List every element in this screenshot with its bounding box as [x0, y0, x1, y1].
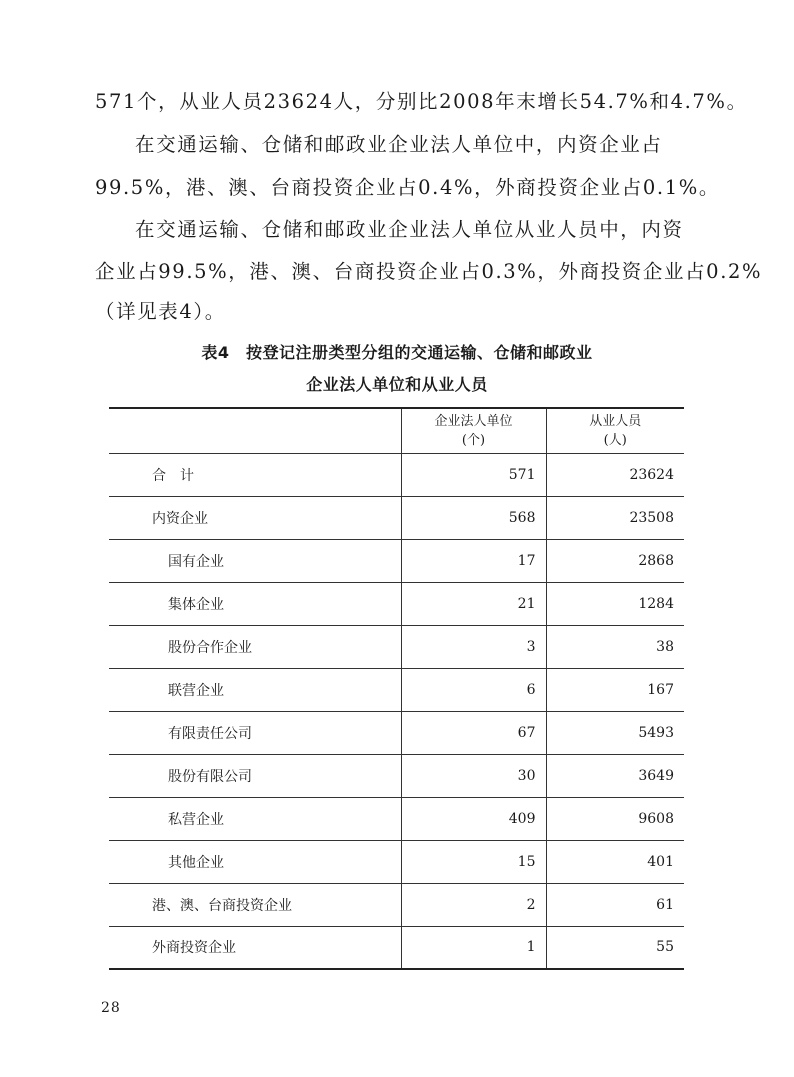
table-row-total: [109, 453, 684, 496]
row-label: 其他企业: [109, 840, 401, 883]
table-row: [109, 754, 684, 797]
table-row: [109, 797, 684, 840]
table-row: [109, 496, 684, 539]
row-units: 17: [401, 539, 546, 582]
row-label: 联营企业: [109, 668, 401, 711]
row-employees: 5493: [546, 711, 684, 754]
row-units: 571: [401, 453, 546, 496]
row-employees: 55: [546, 926, 684, 969]
row-label: 港、澳、台商投资企业: [109, 883, 401, 926]
paragraph-line: 企业占99.5%，港、澳、台商投资企业占0.3%，外商投资企业占0.2%: [95, 260, 763, 283]
header-employees-unit: (人): [603, 432, 627, 448]
header-units: [401, 408, 546, 453]
table-row: [109, 926, 684, 969]
row-employees: 3649: [546, 754, 684, 797]
row-units: 6: [401, 668, 546, 711]
paragraph-line: （详见表4）。: [95, 300, 226, 323]
row-units: 21: [401, 582, 546, 625]
paragraph-line: 571个，从业人员23624人，分别比2008年末增长54.7%和4.7%。: [95, 90, 748, 113]
page-number: 28: [101, 1000, 121, 1016]
row-employees: 401: [546, 840, 684, 883]
row-units: 30: [401, 754, 546, 797]
row-units: 15: [401, 840, 546, 883]
row-label: 外商投资企业: [109, 926, 401, 969]
header-category: [109, 408, 401, 453]
row-employees: 38: [546, 625, 684, 668]
row-employees: 1284: [546, 582, 684, 625]
table-caption-subtitle: 企业法人单位和从业人员: [306, 375, 488, 394]
table-row: [109, 582, 684, 625]
table-header-row: [109, 408, 684, 453]
table-caption: 表4 按登记注册类型分组的交通运输、仓储和邮政业: [201, 343, 593, 362]
row-employees: 23624: [546, 453, 684, 496]
paragraph-line: 99.5%，港、澳、台商投资企业占0.4%，外商投资企业占0.1%。: [95, 176, 720, 199]
header-units-label: 企业法人单位: [434, 413, 513, 429]
table-row: [109, 625, 684, 668]
row-label: 内资企业: [109, 496, 401, 539]
row-employees: 61: [546, 883, 684, 926]
header-employees-label: 从业人员: [589, 413, 642, 429]
row-units: 67: [401, 711, 546, 754]
row-units: 1: [401, 926, 546, 969]
table-row: [109, 711, 684, 754]
table-row: [109, 539, 684, 582]
row-units: 2: [401, 883, 546, 926]
row-label: 国有企业: [109, 539, 401, 582]
row-employees: 167: [546, 668, 684, 711]
row-label: 有限责任公司: [109, 711, 401, 754]
row-employees: 2868: [546, 539, 684, 582]
header-employees: [546, 408, 684, 453]
table-row: [109, 883, 684, 926]
row-employees: 9608: [546, 797, 684, 840]
paragraph-line: 在交通运输、仓储和邮政业企业法人单位中，内资企业占: [135, 133, 663, 156]
registration-type-table: [109, 407, 684, 970]
row-units: 409: [401, 797, 546, 840]
row-label: 股份合作企业: [109, 625, 401, 668]
row-label: 私营企业: [109, 797, 401, 840]
paragraph-line: 在交通运输、仓储和邮政业企业法人单位从业人员中，内资: [135, 218, 684, 241]
row-label: 集体企业: [109, 582, 401, 625]
table-row: [109, 840, 684, 883]
row-label: 股份有限公司: [109, 754, 401, 797]
row-employees: 23508: [546, 496, 684, 539]
row-label: 合计: [109, 453, 401, 496]
row-units: 568: [401, 496, 546, 539]
table-row: [109, 668, 684, 711]
header-units-unit: (个): [461, 432, 486, 448]
row-units: 3: [401, 625, 546, 668]
